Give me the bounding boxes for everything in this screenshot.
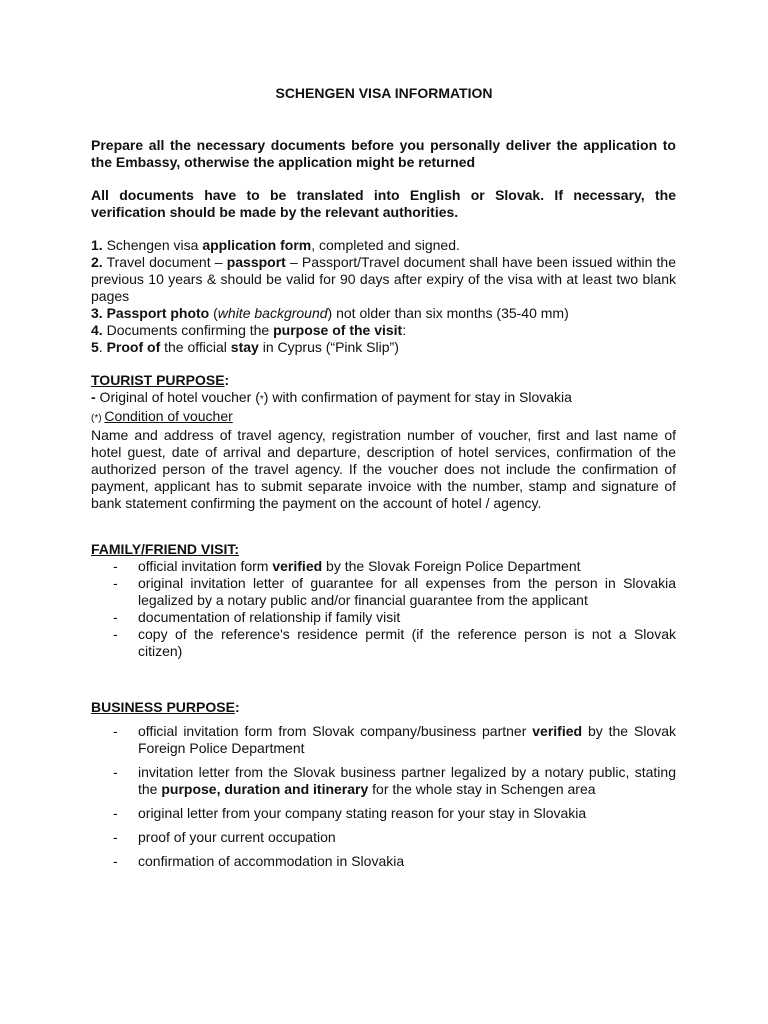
intro-paragraph-1: Prepare all the necessary documents before you personally deliver the application to the Embassy, otherwise the application might be returned [91, 137, 676, 170]
requirements-list [91, 237, 676, 356]
list-item: - documentation of relationship if family visit [91, 609, 676, 626]
requirement-3: 3. Passport photo (white background) not older than six months (35-40 mm) [91, 305, 569, 321]
voucher-condition-label: (*) Condition of voucher [91, 408, 233, 424]
list-item: - invitation letter from the Slovak business partner legalized by a notary public, stating the purpose, duration and itinerary for the whole stay in Schengen area [91, 764, 676, 798]
voucher-condition-text: Name and address of travel agency, registration number of voucher, first and last name of hotel guest, date of arrival and departure, description of hotel services, confirmation of the authorized person of the travel agency. If the voucher does not include the confirmation of payment, applicant has to submit separate invoice with the number, stamp and signature of bank statement confirming the payment on the account of hotel / agency. [91, 427, 676, 511]
requirement-2: 2. Travel document – passport – Passport/Travel document shall have been issued within the previous 10 years & should be valid for 90 days after expiry of the visa with at least two blank pages [91, 254, 677, 304]
tourist-section [91, 372, 676, 512]
list-item: - original letter from your company stating reason for your stay in Slovakia [91, 805, 676, 822]
list-item: - proof of your current occupation [91, 829, 676, 846]
family-section [91, 541, 676, 660]
business-requirements-list [91, 723, 676, 870]
tourist-voucher-item: - Original of hotel voucher (*) with confirmation of payment for stay in Slovakia [91, 389, 572, 405]
intro-paragraph-2: All documents have to be translated into English or Slovak. If necessary, the verification should be made by the relevant authorities. [91, 187, 676, 220]
list-item: - official invitation form from Slovak company/business partner verified by the Slovak Foreign Police Department [91, 723, 676, 757]
list-item: - official invitation form verified by the Slovak Foreign Police Department [91, 558, 676, 575]
business-section [91, 699, 676, 877]
requirement-1: 1. Schengen visa application form, completed and signed. [91, 237, 460, 253]
page-title: SCHENGEN VISA INFORMATION [275, 85, 493, 101]
tourist-heading: TOURIST PURPOSE: [91, 372, 230, 388]
list-item: - confirmation of accommodation in Slovakia [91, 853, 676, 870]
business-heading: BUSINESS PURPOSE: [91, 699, 240, 715]
list-item: - copy of the reference's residence permit (if the reference person is not a Slovak citizen) [91, 626, 676, 660]
requirement-4: 4. Documents confirming the purpose of the visit: [91, 322, 407, 338]
family-heading: FAMILY/FRIEND VISIT: [91, 541, 240, 557]
requirement-5: 5. Proof of the official stay in Cyprus (“Pink Slip”) [91, 339, 399, 355]
list-item: - original invitation letter of guarantee for all expenses from the person in Slovakia legalized by a notary public and/or financial guarantee from the applicant [91, 575, 676, 609]
family-requirements-list [91, 558, 676, 660]
